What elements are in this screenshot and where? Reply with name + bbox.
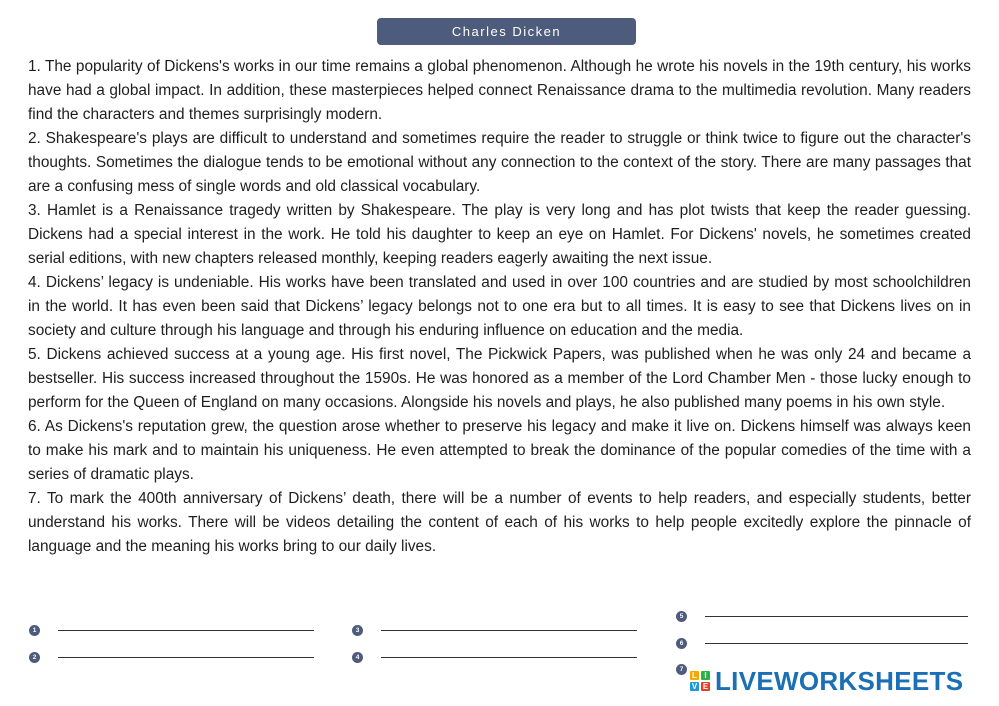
paragraph-5: 5. Dickens achieved success at a young age. His first novel, The Pickwick Papers, was published when he was only 24 and became a bestseller. His success increased throughout the 1590s. He was honored as a member of the Lord Chamber Men - those lucky enough to perform for the Queen of England on many occasions. Alongside his novels and plays, he also published many poems in his own style.: [28, 346, 971, 411]
answer-input-1[interactable]: [58, 630, 314, 631]
logo-wordmark: LIVEWORKSHEETS: [715, 665, 964, 696]
answer-input-5[interactable]: [705, 616, 968, 617]
answer-number-badge: 2: [29, 652, 40, 663]
paragraph-1: 1. The popularity of Dickens's works in our time remains a global phenomenon. Although he wrote his novels in the 19th century, his works have had a global impact. In addition, these masterpieces helped connect Renaissance drama to the multimedia revolution. Many readers find the characters and themes surprisingly modern.: [28, 58, 971, 123]
liveworksheets-logo[interactable]: [690, 666, 963, 696]
answer-input-4[interactable]: [381, 657, 637, 658]
answer-row-2: [29, 652, 314, 663]
paragraph-7: 7. To mark the 400th anniversary of Dickens’ death, there will be a number of events to help readers, and especially students, better understand his works. There will be videos detailing the content of each of his works to help people excitedly explore the pinnacle of language and the meaning his works bring to our daily lives.: [28, 490, 971, 555]
answer-input-3[interactable]: [381, 630, 637, 631]
reading-passage: [28, 55, 971, 559]
answer-row-3: [352, 625, 637, 636]
answer-number-badge: 4: [352, 652, 363, 663]
answer-row-4: [352, 652, 637, 663]
worksheet-title: Charles Dicken: [377, 18, 636, 45]
paragraph-3: 3. Hamlet is a Renaissance tragedy written by Shakespeare. The play is very long and has plot twists that keep the reader guessing. Dickens had a special interest in the work. He told his daughter to keep an eye on Hamlet. For Dickens' novels, he sometimes created serial editions, with new chapters released monthly, keeping readers eagerly awaiting the next issue.: [28, 202, 971, 267]
paragraph-2: 2. Shakespeare's plays are difficult to understand and sometimes require the reader to struggle or think twice to figure out the character's thoughts. Sometimes the dialogue tends to be emotional without any connection to the context of the story. There are many passages that are a confusing mess of single words and old classical vocabulary.: [28, 130, 971, 195]
paragraph-4: 4. Dickens’ legacy is undeniable. His works have been translated and used in over 100 countries and are studied by most schoolchildren in the world. It has even been said that Dickens’ legacy belongs not to one era but to all times. It is easy to see that Dickens lives on in society and culture through his language and through his enduring influence on education and the media.: [28, 274, 971, 339]
answer-input-6[interactable]: [705, 643, 968, 644]
answer-number-badge: 5: [676, 611, 687, 622]
answer-row-5: [676, 611, 968, 622]
answer-number-badge: 6: [676, 638, 687, 649]
answer-row-6: [676, 638, 968, 649]
logo-letter: V: [691, 682, 698, 691]
answer-number-badge: 7: [676, 664, 687, 675]
answer-input-2[interactable]: [58, 657, 314, 658]
answer-row-1: [29, 625, 314, 636]
logo-letter: I: [701, 671, 710, 680]
logo-letter: L: [690, 671, 699, 680]
logo-letter: E: [702, 682, 709, 691]
answer-number-badge: 1: [29, 625, 40, 636]
logo-mark: [690, 671, 710, 691]
paragraph-6: 6. As Dickens's reputation grew, the question arose whether to preserve his legacy and make it live on. Dickens himself was always keen to make his mark and to maintain his uniqueness. He even attempted to break the dominance of the popular comedies of the time with a series of dramatic plays.: [28, 418, 971, 483]
answer-number-badge: 3: [352, 625, 363, 636]
